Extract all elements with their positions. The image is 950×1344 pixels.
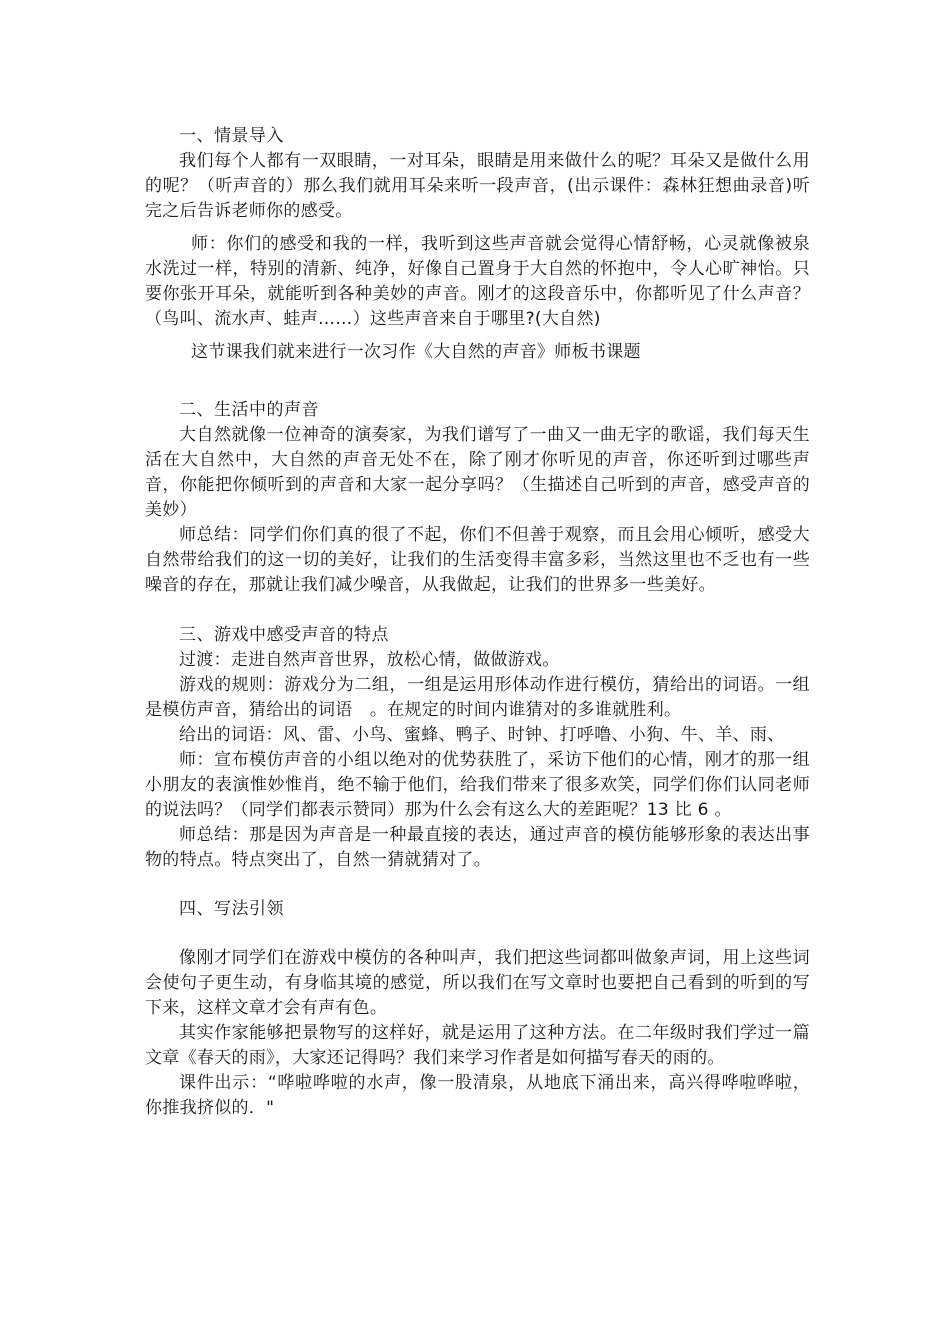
paragraph: 这节课我们就来进行一次习作《大自然的声音》师板书课题 [191, 342, 641, 362]
paragraph: 我们每个人都有一双眼睛，一对耳朵，眼睛是用来做什么的呢？耳朵又是做什么用的呢？（听声音的）那么我们就用耳朵来听一段声音，(出示课件：森林狂想曲录音)听完之后告诉老师你的感受。 [145, 151, 810, 221]
paragraph: 过渡：走进自然声音世界，放松心情，做做游戏。 [179, 650, 560, 670]
paragraph: 师：你们的感受和我的一样，我听到这些声音就会觉得心情舒畅，心灵就像被泉水洗过一样，特别的清新、纯净，好像自己置身于大自然的怀抱中，令人心旷神怡。只要你张开耳朵，就能听到各种美妙的声音。刚才的这段音乐中，你都听见了什么声音？（鸟叫、流水声、蛙声……）这些声音来自于哪里?(大自然) [145, 234, 810, 329]
paragraph: 师总结：同学们你们真的很了不起，你们不但善于观察，而且会用心倾听，感受大自然带给我们的这一切的美好，让我们的生活变得丰富多彩，当然这里也不乏也有一些噪音的存在，那就让我们减少噪音，从我做起，让我们的世界多一些美好。 [145, 525, 810, 595]
paragraph: 师总结：那是因为声音是一种最直接的表达，通过声音的模仿能够形象的表达出事物的特点。特点突出了，自然一猜就猜对了。 [145, 825, 810, 870]
paragraph: 像刚才同学们在游戏中模仿的各种叫声，我们把这些词都叫做象声词，用上这些词会使句子更生动，有身临其境的感觉，所以我们在写文章时也要把自己看到的听到的写下来，这样文章才会有声有色。 [145, 948, 810, 1018]
paragraph: 课件出示：“哗啦哗啦的水声，像一股清泉，从地底下涌出来，高兴得哗啦哗啦，你推我挤似的．" [145, 1073, 810, 1118]
paragraph: 其实作家能够把景物写的这样好，就是运用了这种方法。在二年级时我们学过一篇文章《春天的雨》，大家还记得吗？我们来学习作者是如何描写春天的雨的。 [145, 1023, 810, 1068]
section-game [145, 623, 810, 873]
paragraph: 师：宣布模仿声音的小组以绝对的优势获胜了，采访下他们的心情，刚才的那一组小朋友的表演惟妙惟肖，绝不输于他们，给我们带来了很多欢笑，同学们你们认同老师的说法吗？（同学们都表示赞同）那为什么会有这么大的差距呢？13 比 6 。 [145, 750, 810, 820]
document-body [145, 124, 810, 1121]
paragraph: 给出的词语：风、雷、小鸟、蜜蜂、鸭子、时钟、打呼噜、小狗、牛、羊、雨、 [179, 725, 785, 745]
paragraph: 游戏的规则：游戏分为二组，一组是运用形体动作进行模仿，猜给出的词语。一组是模仿声音，猜给出的词语 。在规定的时间内谁猜对的多谁就胜利。 [145, 675, 810, 720]
section-writing-guide [145, 897, 810, 1121]
section-life-sounds [145, 398, 810, 598]
section-heading: 一、情景导入 [179, 126, 284, 146]
section-heading: 二、生活中的声音 [179, 400, 319, 420]
section-heading: 三、游戏中感受声音的特点 [179, 625, 389, 645]
section-heading: 四、写法引领 [179, 899, 284, 919]
paragraph: 大自然就像一位神奇的演奏家，为我们谱写了一曲又一曲无字的歌谣，我们每天生活在大自然中，大自然的声音无处不在，除了刚才你听见的声音，你还听到过哪些声音，你能把你倾听到的声音和大家一起分享吗？（生描述自己听到的声音，感受声音的美妙） [145, 425, 810, 520]
section-intro [145, 124, 810, 365]
